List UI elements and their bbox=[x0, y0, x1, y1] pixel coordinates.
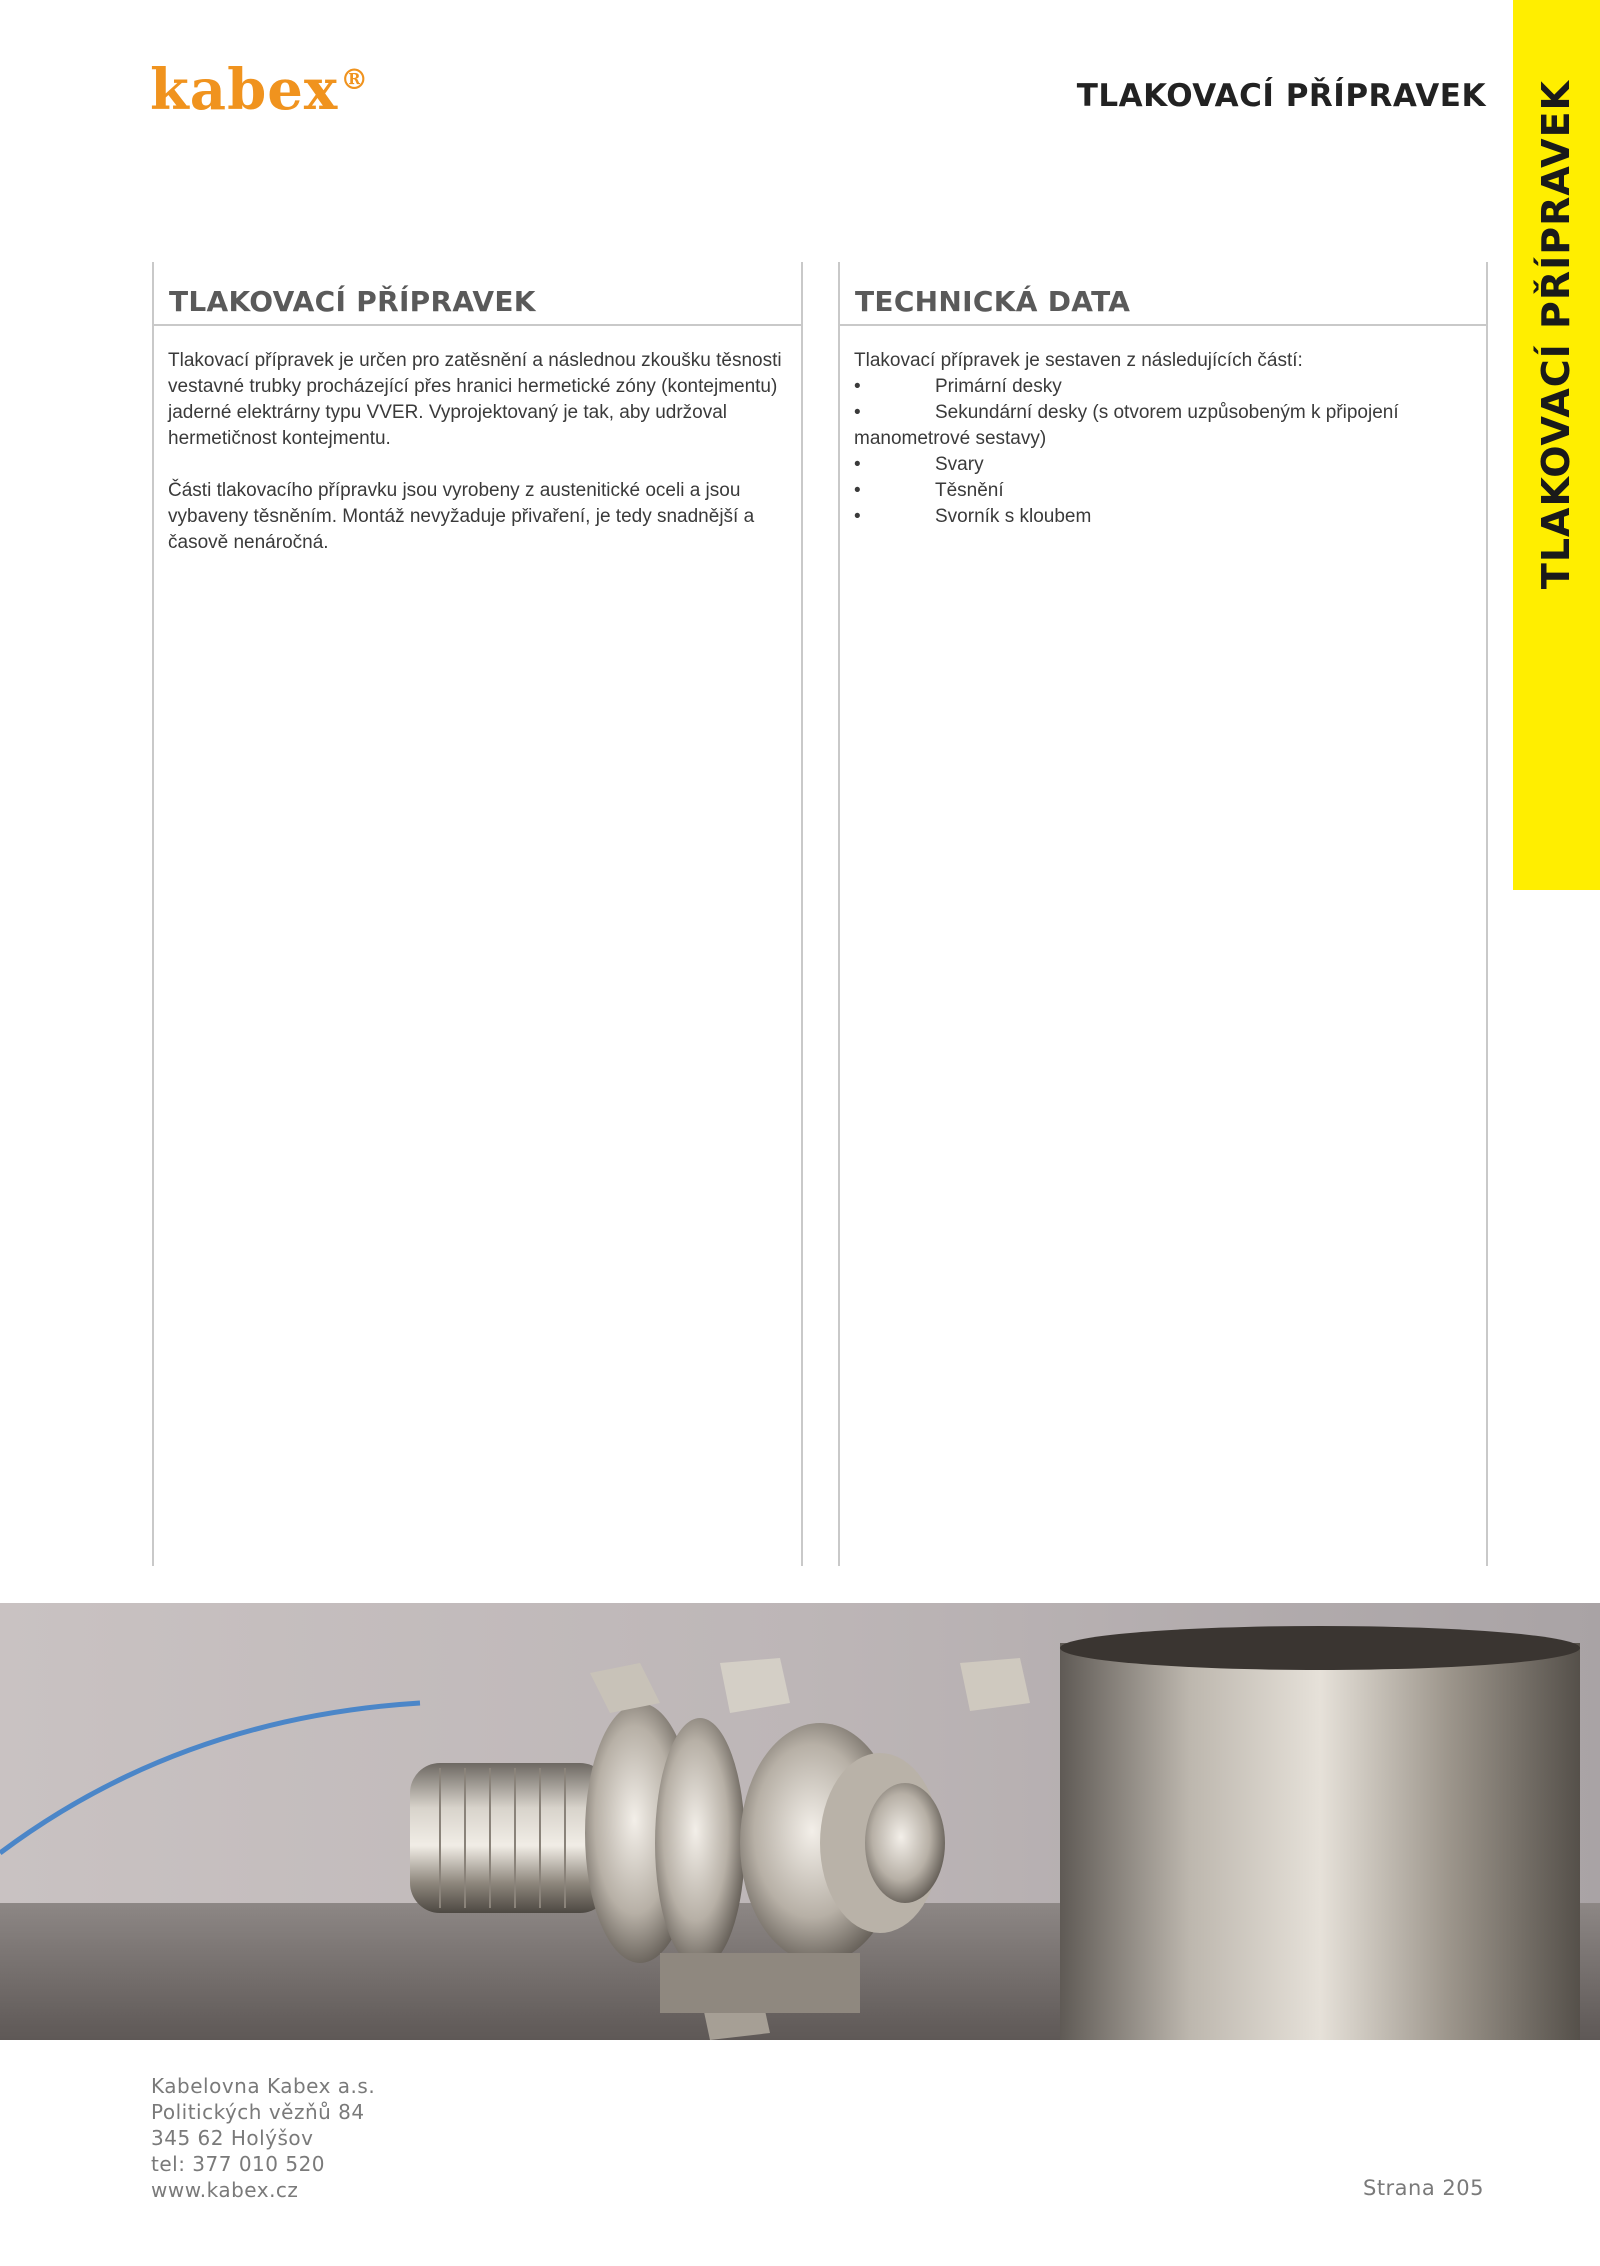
registered-mark: ® bbox=[340, 63, 370, 96]
description-paragraph: Části tlakovacího přípravku jsou vyrobeny z austenitické oceli a jsou vybaveny těsněním. Montáž nevyžaduje přivaření, je tedy snadnější a časově nenáročná. bbox=[168, 480, 755, 553]
list-item: • Těsnění bbox=[854, 478, 1472, 504]
bullet-icon: • bbox=[854, 376, 861, 397]
list-item: • Primární desky bbox=[854, 374, 1472, 400]
address-line: Kabelovna Kabex a.s. bbox=[151, 2074, 376, 2098]
technical-data-intro: Tlakovací přípravek je sestaven z následujících částí: bbox=[854, 350, 1303, 371]
technical-data-heading: TECHNICKÁ DATA bbox=[840, 262, 1486, 326]
description-heading: TLAKOVACÍ PŘÍPRAVEK bbox=[154, 262, 801, 326]
bullet-icon: • bbox=[854, 506, 861, 527]
technical-data-column bbox=[838, 262, 1488, 1566]
logo-text: kabex bbox=[150, 57, 339, 123]
description-paragraph: Tlakovací přípravek je určen pro zatěsnění a následnou zkoušku těsnosti vestavné trubky procházející přes hranici hermetické zóny (kontejmentu) jaderné elektrárny typu VVER. Vyprojektovaný je tak, aby udržoval hermetičnost kontejmentu. bbox=[168, 350, 782, 449]
address-line: 345 62 Holýšov bbox=[151, 2126, 314, 2150]
bullet-icon: • bbox=[854, 402, 861, 423]
address-website: www.kabex.cz bbox=[151, 2178, 299, 2202]
page-header-title: TLAKOVACÍ PŘÍPRAVEK bbox=[1076, 78, 1486, 114]
page-number: Strana 205 bbox=[1362, 2176, 1484, 2200]
company-address bbox=[151, 2073, 375, 2203]
description-body bbox=[154, 326, 801, 556]
address-phone: tel: 377 010 520 bbox=[151, 2152, 326, 2176]
list-item: • Svorník s kloubem bbox=[854, 504, 1472, 530]
bullet-icon: • bbox=[854, 454, 861, 475]
bullet-icon: • bbox=[854, 480, 861, 501]
address-line: Politických vězňů 84 bbox=[151, 2100, 365, 2124]
parts-list bbox=[854, 374, 1472, 530]
list-item: • Svary bbox=[854, 452, 1472, 478]
technical-data-body bbox=[840, 326, 1486, 530]
product-photo bbox=[0, 1603, 1600, 2040]
side-band-title: TLAKOVACÍ PŘÍPRAVEK bbox=[1534, 80, 1578, 590]
description-column bbox=[152, 262, 803, 1566]
company-logo bbox=[150, 57, 370, 123]
list-item: • Sekundární desky (s otvorem uzpůsobeným k připojení manometrové sestavy) bbox=[854, 402, 1399, 449]
